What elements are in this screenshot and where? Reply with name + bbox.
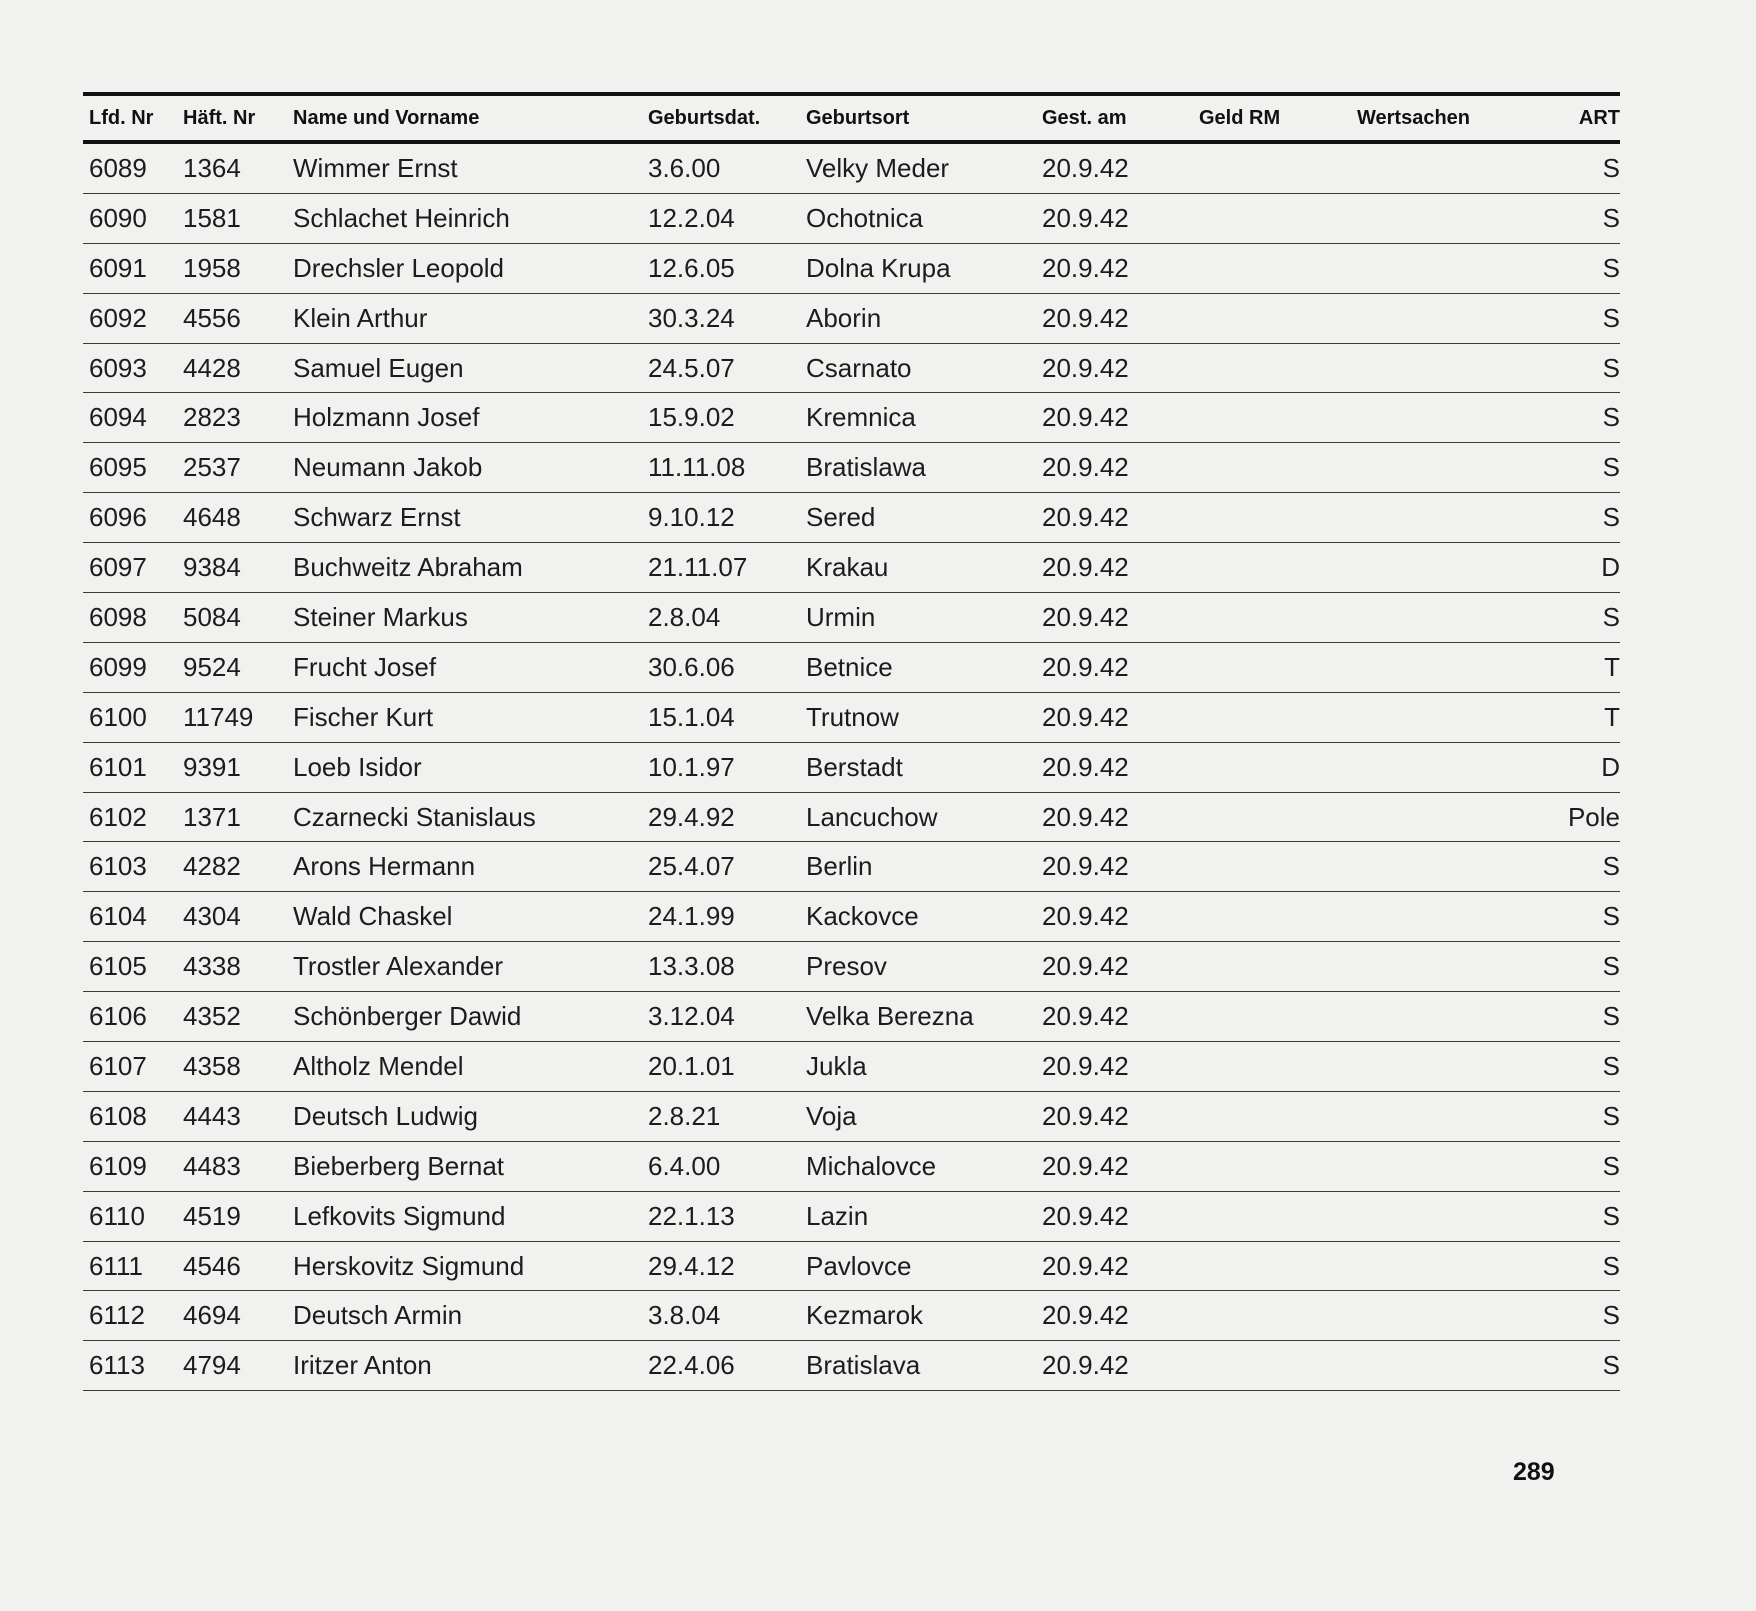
cell-gest-am: 20.9.42 xyxy=(1042,552,1129,583)
cell-geburtsort: Betnice xyxy=(806,651,893,682)
header-wertsachen: Wertsachen xyxy=(1357,106,1471,129)
cell-name: Altholz Mendel xyxy=(293,1050,464,1081)
cell-geburtsort: Sered xyxy=(806,502,876,533)
cell-name: Holzmann Josef xyxy=(293,402,480,433)
cell-geburtsdat: 3.6.00 xyxy=(648,152,721,183)
table-row xyxy=(83,593,1620,643)
cell-gest-am: 20.9.42 xyxy=(1042,302,1129,333)
cell-lfd-nr: 6094 xyxy=(89,402,147,433)
cell-geburtsdat: 2.8.04 xyxy=(648,601,721,632)
cell-gest-am: 20.9.42 xyxy=(1042,352,1129,383)
cell-haeft-nr: 4648 xyxy=(183,502,241,533)
cell-geburtsort: Berlin xyxy=(806,851,873,882)
table-row xyxy=(83,1192,1620,1242)
cell-geburtsort: Velka Berezna xyxy=(806,1001,974,1032)
cell-lfd-nr: 6093 xyxy=(89,352,147,383)
cell-geburtsort: Aborin xyxy=(806,302,882,333)
cell-gest-am: 20.9.42 xyxy=(1042,402,1129,433)
cell-name: Schönberger Dawid xyxy=(293,1001,522,1032)
cell-geburtsdat: 10.1.97 xyxy=(648,751,735,782)
cell-haeft-nr: 4428 xyxy=(183,352,241,383)
cell-name: Herskovitz Sigmund xyxy=(293,1250,525,1281)
cell-haeft-nr: 4282 xyxy=(183,851,241,882)
cell-art: S xyxy=(1602,1350,1620,1381)
cell-geburtsort: Kezmarok xyxy=(806,1300,924,1331)
cell-geburtsort: Presov xyxy=(806,951,887,982)
cell-geburtsort: Bratislawa xyxy=(806,452,926,483)
cell-gest-am: 20.9.42 xyxy=(1042,801,1129,832)
cell-art: S xyxy=(1602,1050,1620,1081)
cell-art: S xyxy=(1602,1300,1620,1331)
cell-geburtsort: Ochotnica xyxy=(806,202,924,233)
cell-lfd-nr: 6095 xyxy=(89,452,147,483)
cell-geburtsdat: 15.9.02 xyxy=(648,402,735,433)
cell-gest-am: 20.9.42 xyxy=(1042,202,1129,233)
cell-lfd-nr: 6092 xyxy=(89,302,147,333)
cell-art: S xyxy=(1602,352,1620,383)
cell-lfd-nr: 6096 xyxy=(89,502,147,533)
cell-geburtsort: Trutnow xyxy=(806,701,899,732)
table-row xyxy=(83,693,1620,743)
cell-geburtsort: Urmin xyxy=(806,601,876,632)
cell-name: Schwarz Ernst xyxy=(293,502,461,533)
header-gest-am: Gest. am xyxy=(1042,106,1127,129)
cell-name: Trostler Alexander xyxy=(293,951,504,982)
header-geburtsort: Geburtsort xyxy=(806,106,910,129)
cell-name: Steiner Markus xyxy=(293,601,468,632)
cell-haeft-nr: 4352 xyxy=(183,1001,241,1032)
cell-lfd-nr: 6100 xyxy=(89,701,147,732)
cell-lfd-nr: 6103 xyxy=(89,851,147,882)
cell-geburtsdat: 25.4.07 xyxy=(648,851,735,882)
table-row xyxy=(83,1042,1620,1092)
cell-geburtsdat: 13.3.08 xyxy=(648,951,735,982)
cell-name: Czarnecki Stanislaus xyxy=(293,801,536,832)
cell-name: Wimmer Ernst xyxy=(293,152,458,183)
cell-lfd-nr: 6099 xyxy=(89,651,147,682)
cell-haeft-nr: 4338 xyxy=(183,951,241,982)
cell-lfd-nr: 6111 xyxy=(89,1250,143,1281)
cell-geburtsort: Lancuchow xyxy=(806,801,938,832)
cell-haeft-nr: 4694 xyxy=(183,1300,241,1331)
cell-gest-am: 20.9.42 xyxy=(1042,1350,1129,1381)
cell-gest-am: 20.9.42 xyxy=(1042,1200,1129,1231)
cell-geburtsort: Michalovce xyxy=(806,1150,937,1181)
cell-lfd-nr: 6107 xyxy=(89,1050,147,1081)
cell-name: Iritzer Anton xyxy=(293,1350,432,1381)
table-header-row xyxy=(83,96,1620,140)
cell-name: Buchweitz Abraham xyxy=(293,552,523,583)
cell-gest-am: 20.9.42 xyxy=(1042,601,1129,632)
cell-name: Bieberberg Bernat xyxy=(293,1150,505,1181)
cell-geburtsdat: 30.6.06 xyxy=(648,651,735,682)
cell-geburtsdat: 30.3.24 xyxy=(648,302,735,333)
table-row xyxy=(83,743,1620,793)
table-row xyxy=(83,443,1620,493)
cell-haeft-nr: 5084 xyxy=(183,601,241,632)
cell-haeft-nr: 4794 xyxy=(183,1350,241,1381)
cell-geburtsdat: 24.1.99 xyxy=(648,901,735,932)
table-row xyxy=(83,892,1620,942)
cell-geburtsdat: 12.6.05 xyxy=(648,252,735,283)
cell-art: S xyxy=(1602,851,1620,882)
header-geburtsdat: Geburtsdat. xyxy=(648,106,761,129)
cell-haeft-nr: 1364 xyxy=(183,152,241,183)
table-row xyxy=(83,1341,1620,1391)
cell-geburtsort: Velky Meder xyxy=(806,152,950,183)
cell-lfd-nr: 6098 xyxy=(89,601,147,632)
cell-name: Lefkovits Sigmund xyxy=(293,1200,506,1231)
cell-art: S xyxy=(1602,452,1620,483)
cell-geburtsdat: 2.8.21 xyxy=(648,1100,721,1131)
table-row xyxy=(83,493,1620,543)
cell-gest-am: 20.9.42 xyxy=(1042,901,1129,932)
cell-gest-am: 20.9.42 xyxy=(1042,851,1129,882)
cell-lfd-nr: 6102 xyxy=(89,801,147,832)
cell-name: Neumann Jakob xyxy=(293,452,483,483)
cell-lfd-nr: 6108 xyxy=(89,1100,147,1131)
cell-lfd-nr: 6110 xyxy=(89,1200,145,1231)
cell-art: T xyxy=(1604,651,1620,682)
cell-art: S xyxy=(1602,1250,1620,1281)
cell-haeft-nr: 4304 xyxy=(183,901,241,932)
cell-art: S xyxy=(1602,951,1620,982)
cell-geburtsort: Berstadt xyxy=(806,751,903,782)
table-row xyxy=(83,144,1620,194)
cell-geburtsdat: 3.12.04 xyxy=(648,1001,735,1032)
cell-gest-am: 20.9.42 xyxy=(1042,701,1129,732)
cell-haeft-nr: 9391 xyxy=(183,751,241,782)
cell-geburtsdat: 22.4.06 xyxy=(648,1350,735,1381)
cell-geburtsdat: 6.4.00 xyxy=(648,1150,721,1181)
cell-art: S xyxy=(1602,502,1620,533)
cell-geburtsdat: 12.2.04 xyxy=(648,202,735,233)
cell-geburtsdat: 20.1.01 xyxy=(648,1050,735,1081)
cell-name: Deutsch Armin xyxy=(293,1300,463,1331)
cell-name: Loeb Isidor xyxy=(293,751,422,782)
cell-name: Deutsch Ludwig xyxy=(293,1100,478,1131)
cell-haeft-nr: 4546 xyxy=(183,1250,241,1281)
table-row xyxy=(83,1242,1620,1292)
cell-gest-am: 20.9.42 xyxy=(1042,951,1129,982)
cell-haeft-nr: 9384 xyxy=(183,552,241,583)
cell-gest-am: 20.9.42 xyxy=(1042,252,1129,283)
cell-gest-am: 20.9.42 xyxy=(1042,1001,1129,1032)
header-haeft-nr: Häft. Nr xyxy=(183,106,256,129)
cell-haeft-nr: 4443 xyxy=(183,1100,241,1131)
page-number: 289 xyxy=(1513,1458,1555,1486)
cell-name: Samuel Eugen xyxy=(293,352,464,383)
cell-lfd-nr: 6106 xyxy=(89,1001,147,1032)
table-row xyxy=(83,942,1620,992)
table-row xyxy=(83,244,1620,294)
table-row xyxy=(83,294,1620,344)
table-row xyxy=(83,643,1620,693)
cell-geburtsort: Jukla xyxy=(806,1050,867,1081)
cell-geburtsort: Kackovce xyxy=(806,901,919,932)
cell-gest-am: 20.9.42 xyxy=(1042,1250,1129,1281)
cell-art: S xyxy=(1602,1150,1620,1181)
cell-geburtsdat: 3.8.04 xyxy=(648,1300,721,1331)
cell-gest-am: 20.9.42 xyxy=(1042,651,1129,682)
cell-art: S xyxy=(1602,601,1620,632)
table-row xyxy=(83,344,1620,394)
table-row xyxy=(83,992,1620,1042)
cell-name: Drechsler Leopold xyxy=(293,252,505,283)
cell-name: Schlachet Heinrich xyxy=(293,202,510,233)
table-row xyxy=(83,1092,1620,1142)
cell-haeft-nr: 4556 xyxy=(183,302,241,333)
cell-haeft-nr: 2823 xyxy=(183,402,241,433)
table-row xyxy=(83,793,1620,843)
cell-haeft-nr: 4358 xyxy=(183,1050,241,1081)
cell-art: S xyxy=(1602,1200,1620,1231)
cell-geburtsdat: 21.11.07 xyxy=(648,552,748,583)
cell-haeft-nr: 1958 xyxy=(183,252,241,283)
cell-geburtsdat: 29.4.92 xyxy=(648,801,735,832)
cell-lfd-nr: 6097 xyxy=(89,552,147,583)
cell-gest-am: 20.9.42 xyxy=(1042,751,1129,782)
cell-gest-am: 20.9.42 xyxy=(1042,152,1129,183)
cell-art: T xyxy=(1604,701,1620,732)
cell-gest-am: 20.9.42 xyxy=(1042,1100,1129,1131)
cell-lfd-nr: 6113 xyxy=(89,1350,145,1381)
cell-geburtsdat: 11.11.08 xyxy=(648,452,746,483)
cell-haeft-nr: 11749 xyxy=(183,701,254,732)
cell-haeft-nr: 4519 xyxy=(183,1200,241,1231)
cell-name: Fischer Kurt xyxy=(293,701,434,732)
cell-geburtsdat: 29.4.12 xyxy=(648,1250,735,1281)
cell-lfd-nr: 6101 xyxy=(89,751,147,782)
cell-haeft-nr: 4483 xyxy=(183,1150,241,1181)
cell-lfd-nr: 6109 xyxy=(89,1150,147,1181)
cell-art: S xyxy=(1602,202,1620,233)
cell-name: Klein Arthur xyxy=(293,302,428,333)
cell-art: Pole xyxy=(1567,801,1620,832)
header-name: Name und Vorname xyxy=(293,106,480,129)
table-row xyxy=(83,842,1620,892)
cell-name: Arons Hermann xyxy=(293,851,476,882)
cell-art: S xyxy=(1602,302,1620,333)
table-body xyxy=(83,144,1620,1391)
cell-geburtsort: Bratislava xyxy=(806,1350,921,1381)
cell-geburtsdat: 15.1.04 xyxy=(648,701,735,732)
table-row xyxy=(83,1291,1620,1341)
cell-haeft-nr: 9524 xyxy=(183,651,241,682)
table-row xyxy=(83,194,1620,244)
cell-art: S xyxy=(1602,402,1620,433)
cell-gest-am: 20.9.42 xyxy=(1042,502,1129,533)
cell-geburtsdat: 24.5.07 xyxy=(648,352,735,383)
cell-geburtsdat: 9.10.12 xyxy=(648,502,735,533)
cell-lfd-nr: 6112 xyxy=(89,1300,145,1331)
cell-geburtsort: Pavlovce xyxy=(806,1250,912,1281)
cell-art: D xyxy=(1601,552,1620,583)
cell-art: S xyxy=(1602,1001,1620,1032)
cell-art: S xyxy=(1602,152,1620,183)
cell-gest-am: 20.9.42 xyxy=(1042,1150,1129,1181)
table-row xyxy=(83,1142,1620,1192)
cell-name: Wald Chaskel xyxy=(293,901,453,932)
cell-haeft-nr: 1581 xyxy=(183,202,241,233)
cell-gest-am: 20.9.42 xyxy=(1042,1050,1129,1081)
cell-art: S xyxy=(1602,901,1620,932)
cell-geburtsort: Dolna Krupa xyxy=(806,252,951,283)
cell-art: S xyxy=(1602,1100,1620,1131)
table-row xyxy=(83,543,1620,593)
cell-lfd-nr: 6089 xyxy=(89,152,147,183)
cell-gest-am: 20.9.42 xyxy=(1042,1300,1129,1331)
header-art: ART xyxy=(1578,106,1620,129)
cell-lfd-nr: 6104 xyxy=(89,901,147,932)
cell-gest-am: 20.9.42 xyxy=(1042,452,1129,483)
cell-geburtsdat: 22.1.13 xyxy=(648,1200,735,1231)
cell-geburtsort: Krakau xyxy=(806,552,889,583)
header-lfd-nr: Lfd. Nr xyxy=(89,106,154,129)
cell-geburtsort: Lazin xyxy=(806,1200,869,1231)
document-page xyxy=(83,92,1620,1391)
header-geld-rm: Geld RM xyxy=(1199,106,1281,129)
cell-lfd-nr: 6105 xyxy=(89,951,147,982)
cell-art: S xyxy=(1602,252,1620,283)
cell-geburtsort: Csarnato xyxy=(806,352,912,383)
cell-haeft-nr: 1371 xyxy=(183,801,241,832)
cell-lfd-nr: 6090 xyxy=(89,202,147,233)
cell-art: D xyxy=(1601,751,1620,782)
table-row xyxy=(83,393,1620,443)
cell-lfd-nr: 6091 xyxy=(89,252,147,283)
cell-name: Frucht Josef xyxy=(293,651,437,682)
cell-geburtsort: Voja xyxy=(806,1100,857,1131)
cell-geburtsort: Kremnica xyxy=(806,402,916,433)
cell-haeft-nr: 2537 xyxy=(183,452,241,483)
